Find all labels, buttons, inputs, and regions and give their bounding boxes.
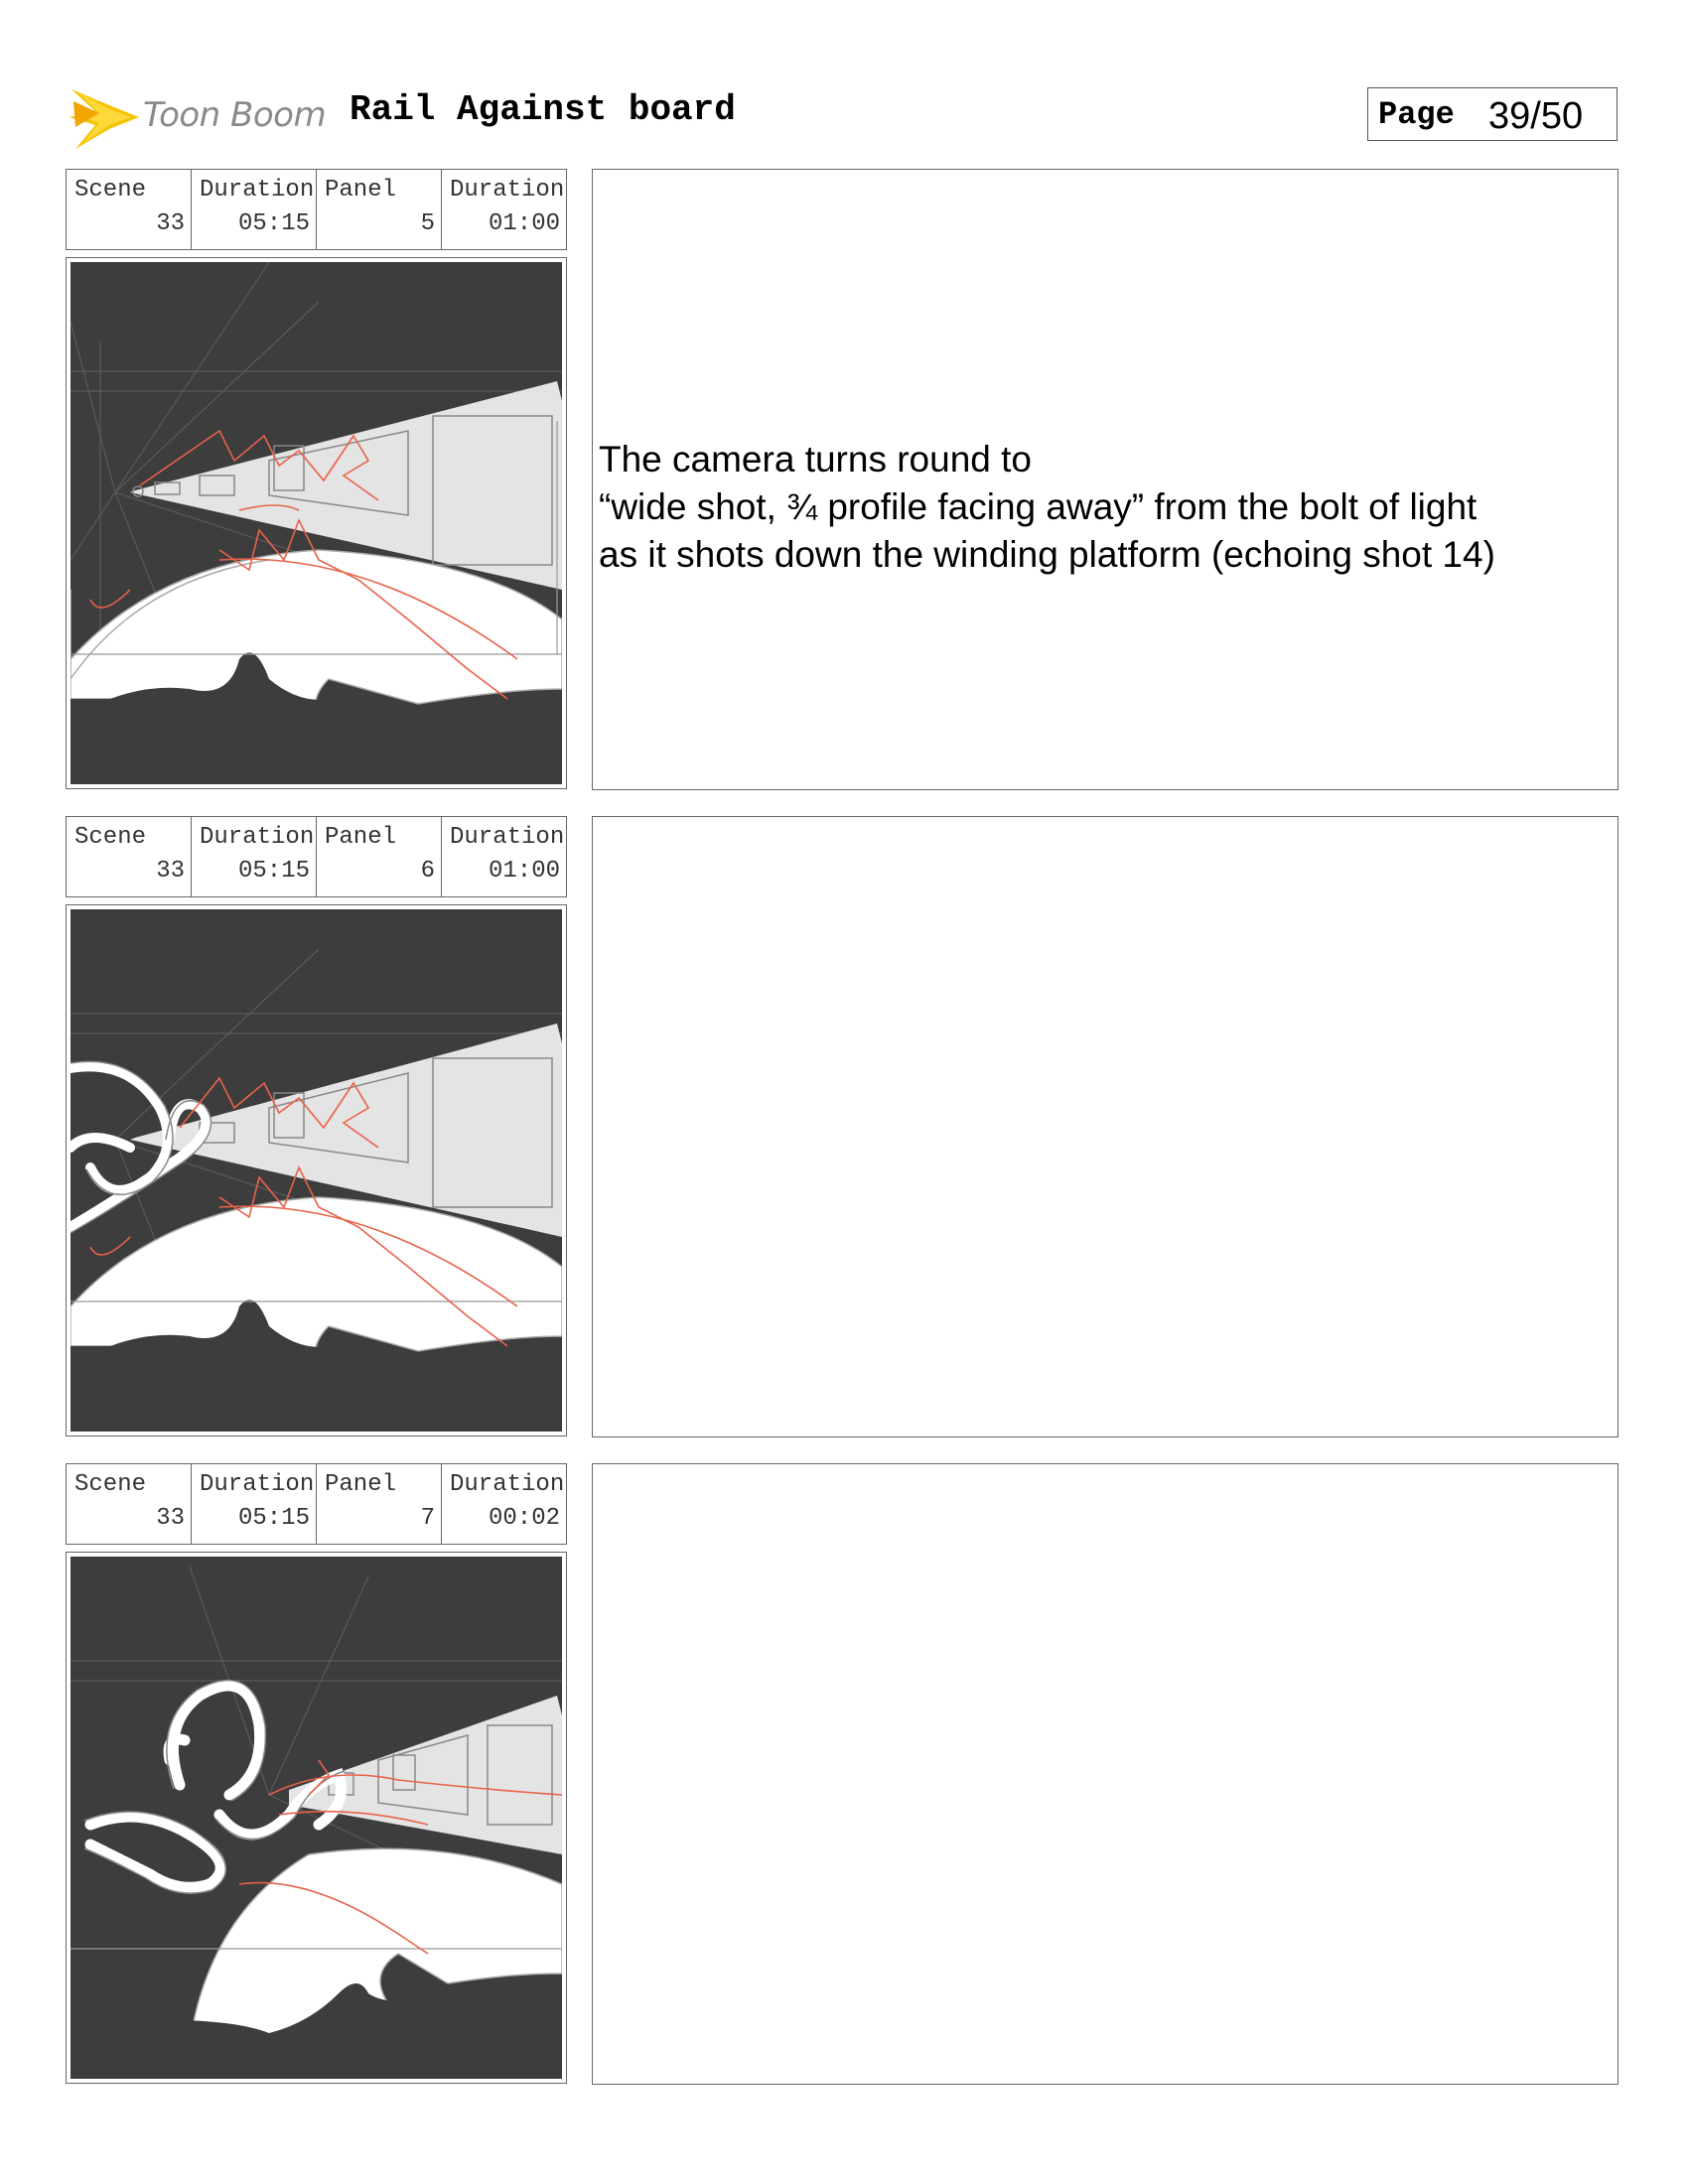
- panel-cell: Panel 5: [317, 170, 442, 249]
- panel-cell: Panel 7: [317, 1464, 442, 1544]
- panel-number: 7: [420, 1505, 435, 1532]
- scene-duration-cell: Duration 05:15: [192, 170, 317, 249]
- panel-number: 5: [420, 210, 435, 237]
- scene-number: 33: [156, 210, 185, 237]
- panel-cell: Panel 6: [317, 817, 442, 896]
- action-description: The camera turns round to “wide shot, ¾ profile facing away” from the bolt of light as it shots down the winding platform (echoing shot 14): [599, 439, 1495, 575]
- panel-info-header: [66, 816, 567, 897]
- scene-duration: 05:15: [237, 210, 310, 237]
- panel-duration-cell: Duration 01:00: [450, 824, 565, 885]
- page-label: Page: [1378, 96, 1455, 133]
- panel-sketch-image: [70, 909, 562, 1432]
- scene-duration-cell: Duration 05:15: [192, 1464, 317, 1544]
- page-indicator: [1367, 87, 1618, 141]
- panel-duration: 01:00: [488, 210, 560, 237]
- scene-duration: 05:15: [237, 858, 310, 885]
- scene-duration: 05:15: [237, 1505, 310, 1532]
- panel-sketch-image: [70, 262, 562, 784]
- scene-cell: Scene 33: [67, 817, 192, 896]
- scene-cell: Scene 33: [67, 170, 192, 249]
- scene-number: 33: [156, 858, 185, 885]
- panel-number: 6: [420, 858, 435, 885]
- scene-number: 33: [156, 1505, 185, 1532]
- action-notes-box: [592, 1463, 1618, 2085]
- star-burst-icon: [70, 79, 141, 155]
- panel-duration-cell: Duration 01:00: [450, 177, 565, 237]
- scene-duration-cell: Duration 05:15: [192, 817, 317, 896]
- page-number: 39/50: [1488, 95, 1584, 137]
- storyboard-frame: [66, 1552, 567, 2084]
- storyboard-frame: [66, 904, 567, 1436]
- board-title: Rail Against board: [350, 89, 736, 130]
- action-notes-box: [592, 169, 1618, 790]
- panel-sketch-image: [70, 1557, 562, 2079]
- panel-duration: 01:00: [488, 858, 560, 885]
- action-notes-box: [592, 816, 1618, 1437]
- panel-duration: 00:02: [488, 1505, 560, 1532]
- scene-cell: Scene 33: [67, 1464, 192, 1544]
- panel-info-header: [66, 1463, 567, 1545]
- panel-info-header: [66, 169, 567, 250]
- storyboard-frame: [66, 257, 567, 789]
- panel-duration-cell: Duration 00:02: [450, 1471, 565, 1532]
- toon-boom-logo: [70, 79, 333, 159]
- logo-text: Toon Boom: [143, 95, 327, 135]
